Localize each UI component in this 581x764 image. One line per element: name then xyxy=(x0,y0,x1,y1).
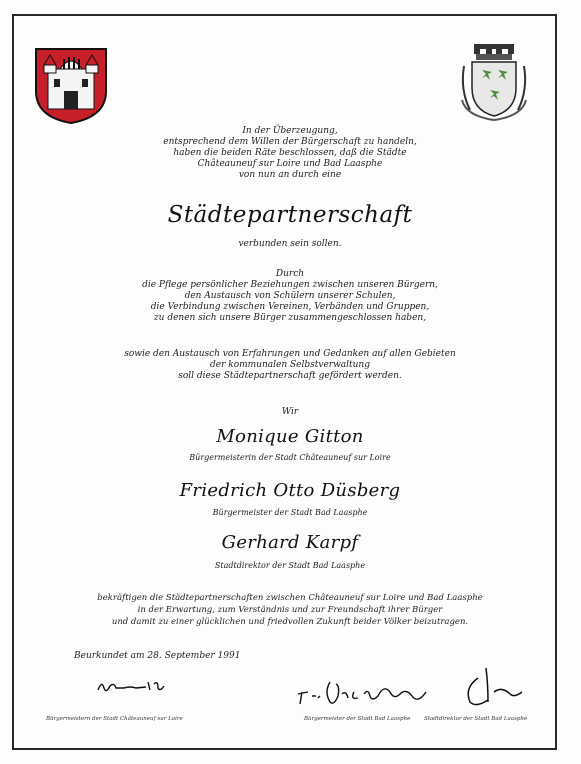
connected-line xyxy=(60,239,520,250)
sowie-line: sowie den Austausch von Erfahrungen und Gedanken auf allen Gebieten xyxy=(124,349,456,359)
signatory-name-3: Gerhard Karpf xyxy=(221,532,359,553)
certification-date: Beurkundet am 28. September 1991 xyxy=(74,651,241,661)
intro-line: haben die beiden Räte beschlossen, daß die Städte xyxy=(173,148,407,158)
intro-line: von nun an durch eine xyxy=(238,170,342,180)
signatory-role-2: Bürgermeister der Stadt Bad Laasphe xyxy=(212,508,368,517)
document-title: Städtepartnerschaft xyxy=(167,202,413,228)
intro-line: Châteauneuf sur Loire und Bad Laasphe xyxy=(197,159,383,169)
sowie-line: der kommunalen Selbstverwaltung xyxy=(209,360,370,370)
signature-caption-2: Bürgermeister der Stadt Bad Laasphe xyxy=(304,716,411,722)
durch-line: zu denen sich unsere Bürger zusammengeschlossen haben, xyxy=(153,313,427,323)
intro-line: entsprechend dem Willen der Bürgerschaft zu handeln, xyxy=(163,137,417,147)
durch-line: die Verbindung zwischen Vereinen, Verbänden und Gruppen, xyxy=(150,302,430,312)
closing-line: und damit zu einer glücklichen und friedvollen Zukunft beider Völker beizutragen. xyxy=(111,617,469,627)
closing-line: in der Erwartung, zum Verständnis und zur Freundschaft ihrer Bürger xyxy=(137,605,443,615)
signature-gitton-icon xyxy=(96,676,168,696)
durch-line: den Austausch von Schülern unserer Schulen, xyxy=(184,291,396,301)
bad-laasphe-coat-of-arms-icon xyxy=(34,47,108,125)
sowie-paragraph xyxy=(60,349,520,382)
durch-paragraph xyxy=(60,269,520,324)
signatory-name-2: Friedrich Otto Düsberg xyxy=(179,480,401,501)
signatory-role-1: Bürgermeisterin der Stadt Châteauneuf sur Loire xyxy=(189,453,391,462)
wir-line xyxy=(60,407,520,418)
signatory-name-1: Monique Gitton xyxy=(216,426,364,447)
intro-paragraph xyxy=(60,126,520,181)
connected-text: verbunden sein sollen. xyxy=(238,239,342,249)
sowie-line: soll diese Städtepartnerschaft gefördert werden. xyxy=(178,371,402,381)
signature-karpf-icon xyxy=(458,664,528,710)
closing-paragraph xyxy=(60,592,520,628)
durch-line: Durch xyxy=(275,269,305,279)
chateauneuf-coat-of-arms-icon xyxy=(456,40,532,124)
signatory-role-3: Stadtdirektor der Stadt Bad Laasphe xyxy=(214,561,366,570)
signature-caption-1: Bürgermeistern der Stadt Châteauneuf sur Loire xyxy=(46,716,183,722)
signature-caption-3: Stadtdirektor der Stadt Bad Laasphe xyxy=(424,716,528,722)
intro-line: In der Überzeugung, xyxy=(242,126,338,136)
wir-text: Wir xyxy=(281,407,299,417)
signature-duesberg-icon xyxy=(294,672,434,712)
closing-line: bekräftigen die Städtepartnerschaften zwischen Châteauneuf sur Loire und Bad Laasphe xyxy=(97,593,483,603)
durch-line: die Pflege persönlicher Beziehungen zwischen unseren Bürgern, xyxy=(142,280,438,290)
